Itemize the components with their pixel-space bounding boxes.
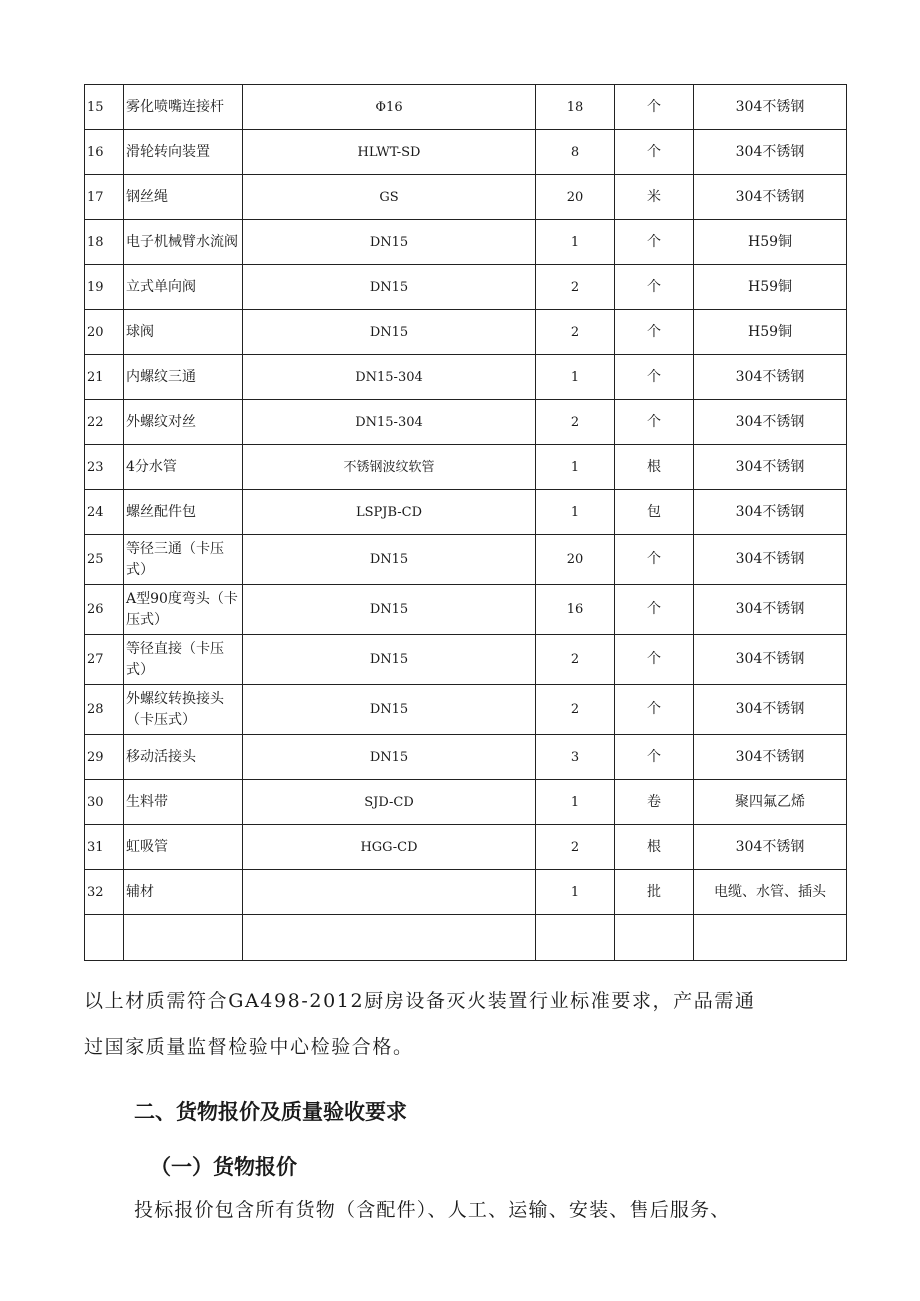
item-material-cell: 304不锈钢 [694,635,847,685]
item-number-cell: 22 [85,400,124,445]
materials-table-body [85,85,847,961]
item-spec-cell: 不锈钢波纹软管 [243,445,536,490]
table-row [85,265,847,310]
item-unit-cell: 个 [615,400,694,445]
item-name-cell: 辅材 [124,870,243,915]
item-quantity-cell: 8 [536,130,615,175]
item-quantity-cell: 2 [536,825,615,870]
table-row [85,635,847,685]
item-spec-cell: DN15-304 [243,400,536,445]
item-quantity-cell: 16 [536,585,615,635]
item-spec-cell: GS [243,175,536,220]
item-material-cell: 电缆、水管、插头 [694,870,847,915]
table-row [85,825,847,870]
item-number-cell: 27 [85,635,124,685]
item-name-cell: 螺丝配件包 [124,490,243,535]
item-number-cell: 17 [85,175,124,220]
item-number-cell: 23 [85,445,124,490]
item-number-cell: 31 [85,825,124,870]
item-unit-cell: 个 [615,130,694,175]
item-quantity-cell: 1 [536,355,615,400]
item-unit-cell: 个 [615,585,694,635]
item-spec-cell: DN15 [243,310,536,355]
item-number-cell: 16 [85,130,124,175]
table-row [85,735,847,780]
item-unit-cell: 米 [615,175,694,220]
item-material-cell: H59铜 [694,310,847,355]
item-spec-cell: DN15 [243,585,536,635]
item-spec-cell: DN15 [243,535,536,585]
item-spec-cell: DN15 [243,220,536,265]
table-row [85,915,847,961]
table-row [85,220,847,265]
item-unit-cell: 个 [615,220,694,265]
table-row [85,130,847,175]
item-unit-cell: 个 [615,635,694,685]
item-name-cell: 等径三通（卡压式） [124,535,243,585]
item-spec-cell [243,870,536,915]
item-unit-cell: 根 [615,825,694,870]
item-spec-cell: DN15-304 [243,355,536,400]
item-name-cell: 虹吸管 [124,825,243,870]
item-spec-cell: Φ16 [243,85,536,130]
item-unit-cell: 个 [615,265,694,310]
item-unit-cell: 个 [615,535,694,585]
item-name-cell [124,915,243,961]
item-material-cell: 304不锈钢 [694,130,847,175]
item-name-cell: 等径直接（卡压式） [124,635,243,685]
item-unit-cell: 个 [615,735,694,780]
item-quantity-cell: 1 [536,490,615,535]
item-unit-cell: 个 [615,85,694,130]
table-row [85,85,847,130]
section-heading-quotation-acceptance: 二、货物报价及质量验收要求 [134,1100,407,1124]
item-name-cell: 立式单向阀 [124,265,243,310]
item-material-cell: 304不锈钢 [694,825,847,870]
item-spec-cell: SJD-CD [243,780,536,825]
item-unit-cell: 个 [615,355,694,400]
table-row [85,585,847,635]
item-name-cell: 钢丝绳 [124,175,243,220]
subsection-heading-quotation: （一）货物报价 [150,1155,297,1179]
table-row [85,175,847,220]
item-number-cell: 28 [85,685,124,735]
item-quantity-cell [536,915,615,961]
item-unit-cell: 包 [615,490,694,535]
item-material-cell: 304不锈钢 [694,535,847,585]
item-number-cell: 30 [85,780,124,825]
item-number-cell: 20 [85,310,124,355]
item-material-cell: H59铜 [694,265,847,310]
item-quantity-cell: 18 [536,85,615,130]
item-number-cell: 18 [85,220,124,265]
table-row [85,445,847,490]
item-quantity-cell: 20 [536,175,615,220]
materials-table [84,84,847,961]
item-material-cell: 304不锈钢 [694,175,847,220]
item-material-cell: H59铜 [694,220,847,265]
standard-requirement-line-2: 过国家质量监督检验中心检验合格。 [84,1036,414,1058]
item-material-cell: 聚四氟乙烯 [694,780,847,825]
item-quantity-cell: 2 [536,685,615,735]
item-number-cell: 29 [85,735,124,780]
item-spec-cell: DN15 [243,265,536,310]
item-spec-cell: HLWT-SD [243,130,536,175]
item-material-cell: 304不锈钢 [694,445,847,490]
item-quantity-cell: 1 [536,445,615,490]
item-unit-cell: 个 [615,685,694,735]
item-unit-cell: 卷 [615,780,694,825]
item-quantity-cell: 2 [536,310,615,355]
item-material-cell: 304不锈钢 [694,490,847,535]
item-unit-cell [615,915,694,961]
item-number-cell: 21 [85,355,124,400]
item-quantity-cell: 3 [536,735,615,780]
table-row [85,355,847,400]
item-material-cell: 304不锈钢 [694,685,847,735]
table-row [85,490,847,535]
item-number-cell: 15 [85,85,124,130]
table-row [85,310,847,355]
item-name-cell: 电子机械臂水流阀 [124,220,243,265]
item-unit-cell: 批 [615,870,694,915]
item-material-cell: 304不锈钢 [694,85,847,130]
item-name-cell: A型90度弯头（卡压式） [124,585,243,635]
item-spec-cell: DN15 [243,685,536,735]
item-quantity-cell: 2 [536,400,615,445]
item-spec-cell: HGG-CD [243,825,536,870]
item-material-cell: 304不锈钢 [694,355,847,400]
item-number-cell: 24 [85,490,124,535]
item-spec-cell: LSPJB-CD [243,490,536,535]
item-name-cell: 雾化喷嘴连接杆 [124,85,243,130]
item-name-cell: 滑轮转向装置 [124,130,243,175]
item-number-cell: 19 [85,265,124,310]
item-name-cell: 生料带 [124,780,243,825]
item-quantity-cell: 1 [536,870,615,915]
item-quantity-cell: 1 [536,780,615,825]
item-material-cell: 304不锈钢 [694,585,847,635]
item-number-cell: 25 [85,535,124,585]
item-quantity-cell: 2 [536,265,615,310]
item-material-cell: 304不锈钢 [694,735,847,780]
item-unit-cell: 个 [615,310,694,355]
item-number-cell: 32 [85,870,124,915]
item-number-cell: 26 [85,585,124,635]
item-quantity-cell: 1 [536,220,615,265]
table-row [85,535,847,585]
item-name-cell: 外螺纹对丝 [124,400,243,445]
item-quantity-cell: 20 [536,535,615,585]
standard-requirement-line-1: 以上材质需符合GA498-2012厨房设备灭火装置行业标准要求，产品需通 [84,990,756,1012]
item-name-cell: 内螺纹三通 [124,355,243,400]
item-spec-cell: DN15 [243,635,536,685]
item-number-cell [85,915,124,961]
item-unit-cell: 根 [615,445,694,490]
item-spec-cell: DN15 [243,735,536,780]
table-row [85,685,847,735]
item-name-cell: 外螺纹转换接头（卡压式） [124,685,243,735]
item-spec-cell [243,915,536,961]
item-material-cell: 304不锈钢 [694,400,847,445]
table-row [85,870,847,915]
table-row [85,400,847,445]
item-name-cell: 4分水管 [124,445,243,490]
item-name-cell: 球阀 [124,310,243,355]
item-name-cell: 移动活接头 [124,735,243,780]
quotation-paragraph: 投标报价包含所有货物（含配件）、人工、运输、安装、售后服务、 [134,1199,731,1221]
item-material-cell [694,915,847,961]
item-quantity-cell: 2 [536,635,615,685]
table-row [85,780,847,825]
